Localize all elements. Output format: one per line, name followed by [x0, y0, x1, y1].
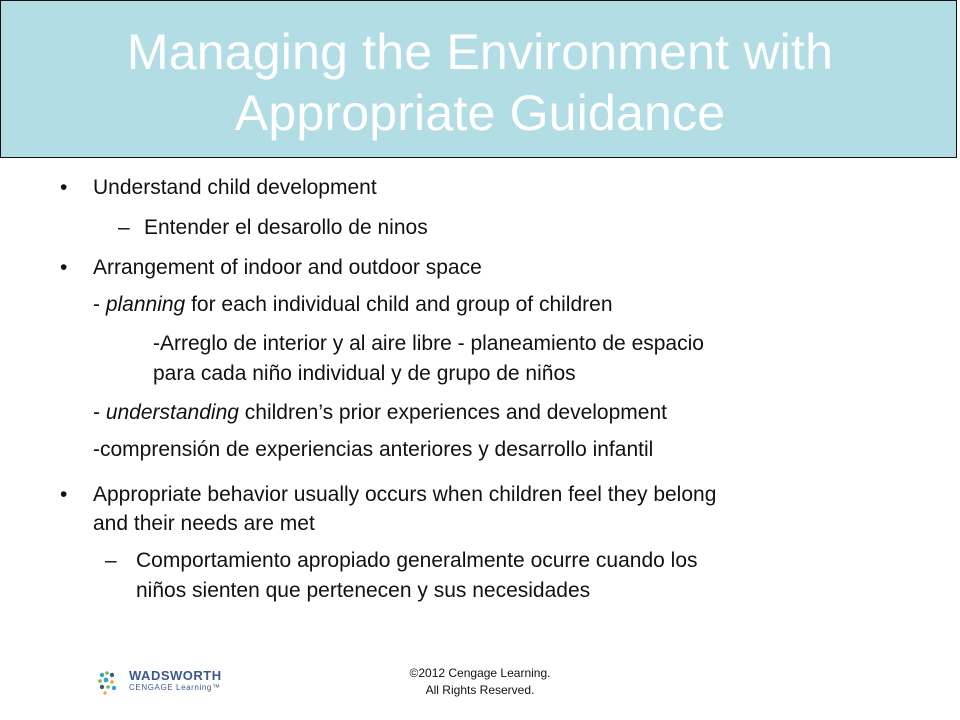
bullet-marker: •: [60, 176, 68, 199]
bullet-2-understanding-line: [93, 400, 667, 426]
bullet-2-spanish-line-a: -Arreglo de interior y al aire libre - planeamiento de espacio: [153, 332, 704, 355]
copyright-line-2: All Rights Reserved.: [425, 683, 535, 697]
bullet-marker: •: [60, 256, 68, 279]
title-line-2: Appropriate Guidance: [234, 85, 726, 141]
bullet-marker: •: [60, 483, 68, 506]
bullet-1-subtext: Entender el desarollo de ninos: [144, 216, 428, 239]
understanding-prefix: -: [93, 401, 106, 424]
bullet-2-comprension-line: -comprensión de experiencias anteriores y desarrollo infantil: [93, 438, 654, 461]
understanding-emphasis: understanding: [105, 401, 239, 424]
bullet-2-spanish-line-b: para cada niño individual y de grupo de niños: [153, 362, 576, 385]
bullet-1-text: Understand child development: [93, 176, 377, 199]
planning-rest: for each individual child and group of children: [185, 293, 613, 316]
copyright-notice: [340, 665, 620, 699]
slide-title: [0, 22, 960, 144]
bullet-3-subtext-a: Comportamiento apropiado generalmente ocurre cuando los: [136, 549, 698, 572]
copyright-line-1: ©2012 Cengage Learning.: [409, 666, 551, 680]
planning-emphasis: planning: [105, 293, 186, 316]
understanding-rest: children’s prior experiences and development: [238, 401, 667, 424]
bullet-2-text: Arrangement of indoor and outdoor space: [93, 256, 482, 279]
logo-wadsworth-text: WADSWORTH: [129, 668, 222, 683]
bullet-3-subtext-b: niños sienten que pertenecen y sus necesidades: [136, 579, 591, 602]
bullet-3-text-b: and their needs are met: [93, 512, 315, 535]
planning-prefix: -: [93, 293, 106, 316]
logo-cengage-text: CENGAGE Learning™: [129, 683, 221, 692]
wadsworth-cengage-logo: [96, 668, 236, 698]
bullet-3-text-a: Appropriate behavior usually occurs when children feel they belong: [93, 483, 717, 506]
dash-marker: –: [105, 549, 117, 572]
cengage-mark-icon: [96, 669, 124, 697]
bullet-2-planning-line: [93, 292, 613, 318]
dash-marker: –: [118, 216, 130, 239]
title-line-1: Managing the Environment with: [126, 24, 834, 80]
